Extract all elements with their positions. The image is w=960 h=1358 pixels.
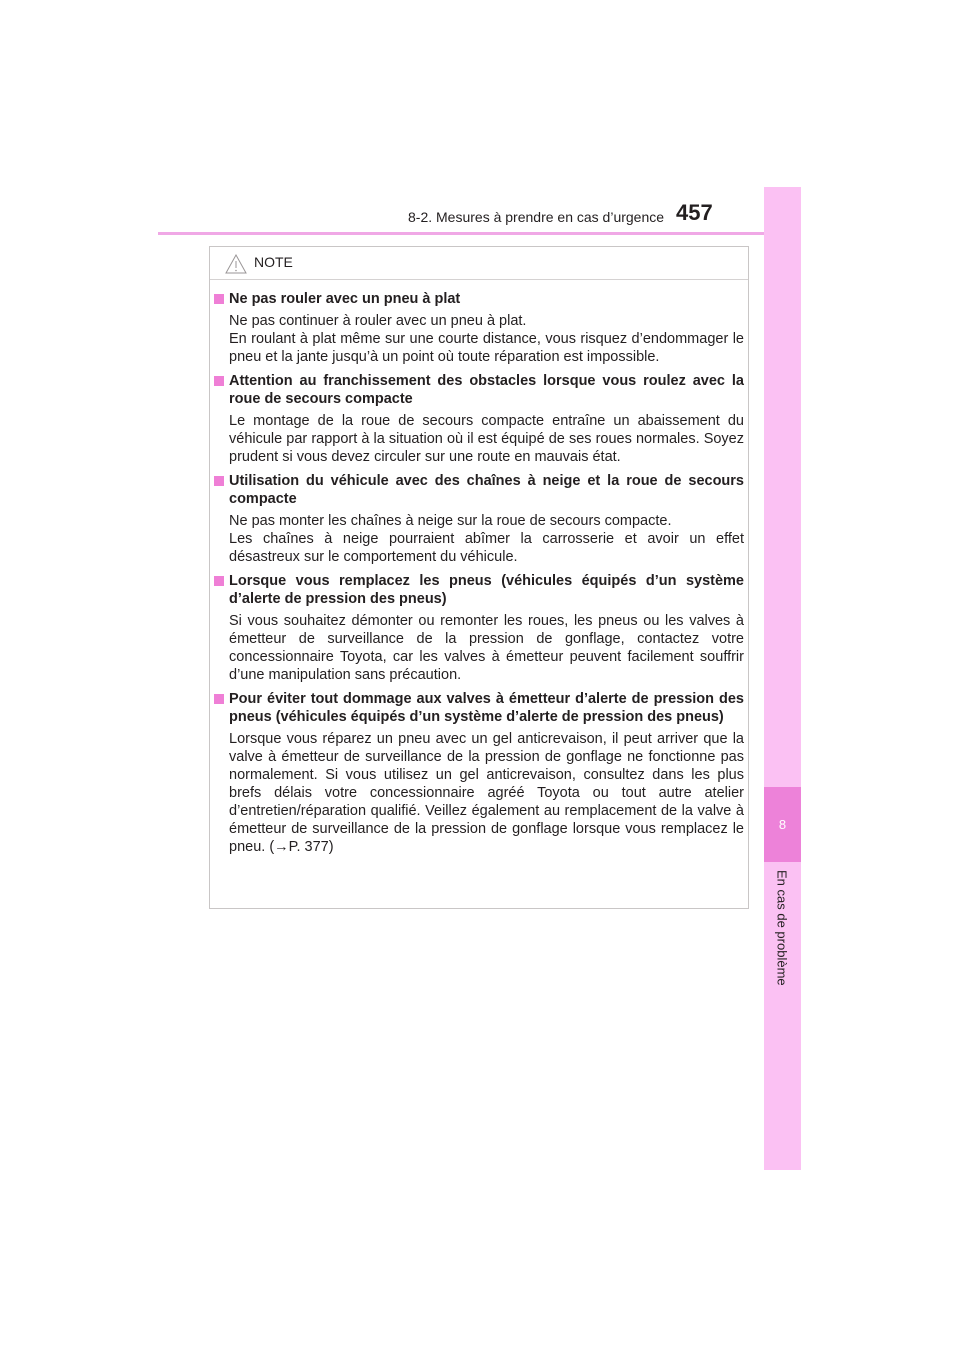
note-item-text	[229, 312, 744, 366]
header-rule	[158, 232, 800, 235]
note-item-text	[229, 512, 744, 566]
note-paragraph[interactable]: Lorsque vous réparez un pneu avec un gel anticrevaison, il peut arriver que la valve à émetteur de surveillance de la pression de gonflage ne fonctionne pas normalement. Si vous utilisez un gel anticrevaison, consultez dans les plus brefs délais votre concessionnaire agréé Toyota ou tout autre atelier d’entretien/réparation qualifié. Veillez également au remplacement de la valve à émetteur de surveillance de la pression de gonflage lorsque vous remplacez le pneu. (→P. 377)	[229, 731, 744, 855]
note-item-title: Attention au franchissement des obstacles lorsque vous roulez avec la roue de secours compacte	[229, 373, 744, 407]
note-label: NOTE	[254, 254, 293, 270]
note-body	[212, 290, 744, 862]
square-bullet-icon	[214, 294, 224, 304]
warning-triangle-icon	[225, 254, 247, 274]
chapter-number-tab[interactable]: 8	[764, 787, 801, 862]
square-bullet-icon	[214, 694, 224, 704]
note-item	[212, 290, 744, 366]
note-box	[209, 246, 749, 909]
note-item	[212, 472, 744, 566]
note-item-text	[229, 412, 744, 466]
note-item-text	[229, 612, 744, 684]
note-paragraph: Si vous souhaitez démonter ou remonter les roues, les pneus ou les valves à émetteur de surveillance de la pression de gonflage, contactez votre concessionnaire Toyota, car les valves à émetteur peuvent facilement souffrir d’une manipulation sans précaution.	[229, 613, 744, 683]
note-item	[212, 372, 744, 466]
note-paragraph: Ne pas continuer à rouler avec un pneu à plat.	[229, 313, 527, 329]
note-paragraph: Le montage de la roue de secours compacte entraîne un abaissement du véhicule par rapport à la situation où il est équipé de ses roues normales. Soyez prudent si vous devez circuler sur une route en mauvais état.	[229, 413, 744, 465]
note-header	[210, 247, 748, 280]
note-item-title: Ne pas rouler avec un pneu à plat	[229, 291, 461, 307]
note-item-title: Lorsque vous remplacez les pneus (véhicules équipés d’un système d’alerte de pression des pneus)	[229, 573, 744, 607]
square-bullet-icon	[214, 576, 224, 586]
note-item-title: Utilisation du véhicule avec des chaînes à neige et la roue de secours compacte	[229, 473, 744, 507]
note-item-text	[229, 730, 744, 856]
note-item-title: Pour éviter tout dommage aux valves à émetteur d’alerte de pression des pneus (véhicules équipés d’un système d’alerte de pression des pneus)	[229, 691, 744, 725]
note-paragraph: Les chaînes à neige pourraient abîmer la carrosserie et avoir un effet désastreux sur le comportement du véhicule.	[229, 531, 744, 565]
note-paragraph: Ne pas monter les chaînes à neige sur la roue de secours compacte.	[229, 513, 672, 529]
section-title: 8-2. Mesures à prendre en cas d’urgence	[408, 209, 665, 225]
page-number: 457	[676, 200, 713, 225]
note-item	[212, 572, 744, 684]
note-paragraph: En roulant à plat même sur une courte distance, vous risquez d’endommager le pneu et la jante jusqu’à un point où toute réparation est impossible.	[229, 331, 744, 365]
chapter-side-tab	[764, 187, 801, 1170]
chapter-label: En cas de problème	[774, 870, 790, 986]
square-bullet-icon	[214, 476, 224, 486]
square-bullet-icon	[214, 376, 224, 386]
note-item	[212, 690, 744, 856]
